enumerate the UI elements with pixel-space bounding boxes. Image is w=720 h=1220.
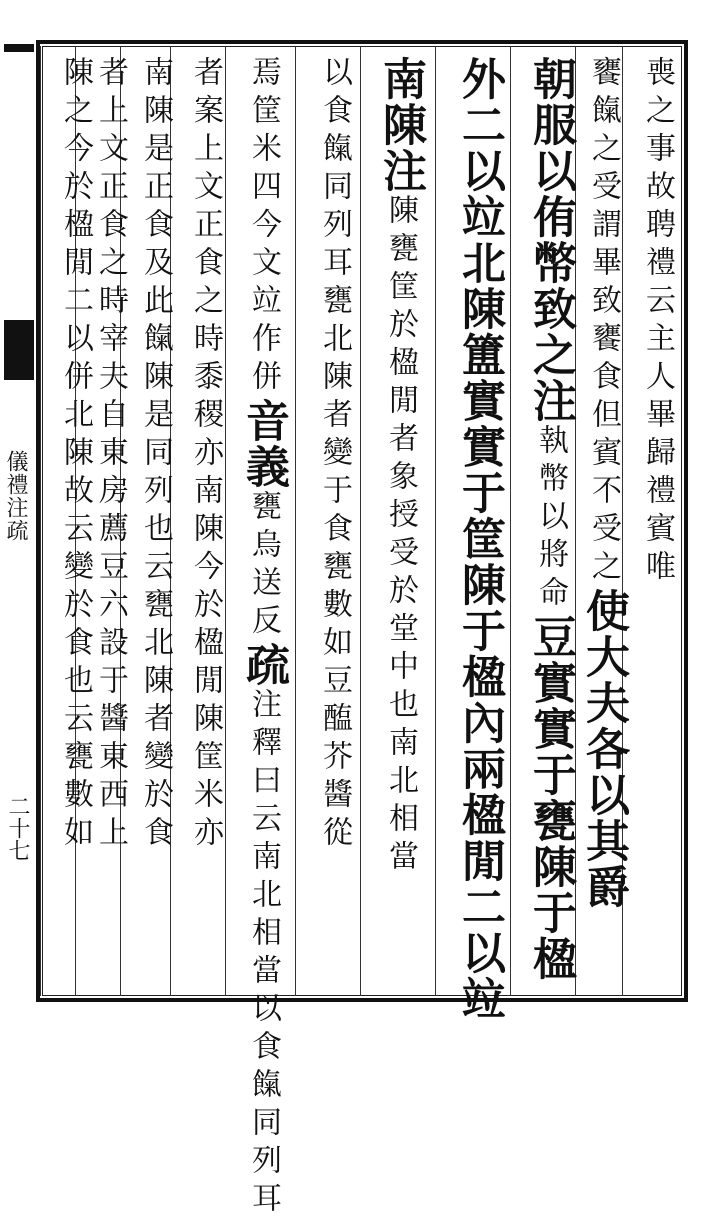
text-segment: 甕烏送反 [246,490,281,642]
text-segment: 朝服以侑幣致之 [525,56,576,378]
text-segment: 注釋曰云南北相當以食餼同列耳 [246,688,281,1220]
text-column-1 [632,56,675,588]
page-number: 二十七 [5,795,30,861]
text-segment: 注 [525,378,576,424]
column-rule [435,46,436,996]
text-segment: 以食餼同列耳甕北陳者變于食甕數如豆醢芥醬從 [317,56,352,854]
margin-rule-top [4,44,34,52]
text-column-4 [445,56,505,1022]
text-column-2 [578,56,629,910]
text-segment: 南陳是正食及此餼陳是同列也云甕北陳者變於食 [138,56,173,854]
text-segment: 者案上文正食之時黍稷亦南陳今於楹閒陳筐米亦 [188,56,223,854]
margin-fishtail-mark [4,320,34,380]
text-column-7 [235,56,289,1220]
text-segment: 疏 [238,642,289,688]
text-column-8 [180,56,223,854]
text-segment: 焉筐米四 [246,56,281,208]
text-column-5 [370,56,426,878]
column-rule [295,46,296,996]
column-rule [40,46,41,996]
text-segment: 陳甕筐於楹閒者象授受於堂中也南北相當 [383,194,418,878]
text-segment: 喪之事故聘禮云主人畢歸禮賓唯 [640,56,675,588]
text-segment: 注 [375,148,426,194]
text-column-9 [130,56,173,854]
text-column-11 [50,56,93,854]
text-column-3 [520,56,576,982]
text-segment: 豆實實于甕陳于楹 [525,614,576,982]
text-column-6 [305,56,352,854]
text-segment: 音義 [238,398,289,490]
book-title: 儀禮注疏 [3,450,28,542]
page-margin-strip [0,40,36,1002]
column-rule [510,46,511,996]
text-segment: 今文竝作併 [246,208,281,398]
text-segment: 南陳 [375,56,426,148]
text-segment: 陳之今於楹閒二以併北陳故云變於食也云甕數如 [58,56,93,854]
text-segment: 者上文正食之時宰夫自東房薦豆六設于醬東西上 [93,56,128,854]
text-segment: 執幣以將命 [533,424,568,614]
text-segment: 外二以竝北陳簠實實于筐陳于楹內兩楹閒二以竝 [454,56,505,1022]
text-segment: 饔餼之受謂畢致饔食但賓不受之 [586,56,621,588]
column-rule [360,46,361,996]
text-segment: 使大夫各以其爵 [578,588,629,910]
column-rule [225,46,226,996]
